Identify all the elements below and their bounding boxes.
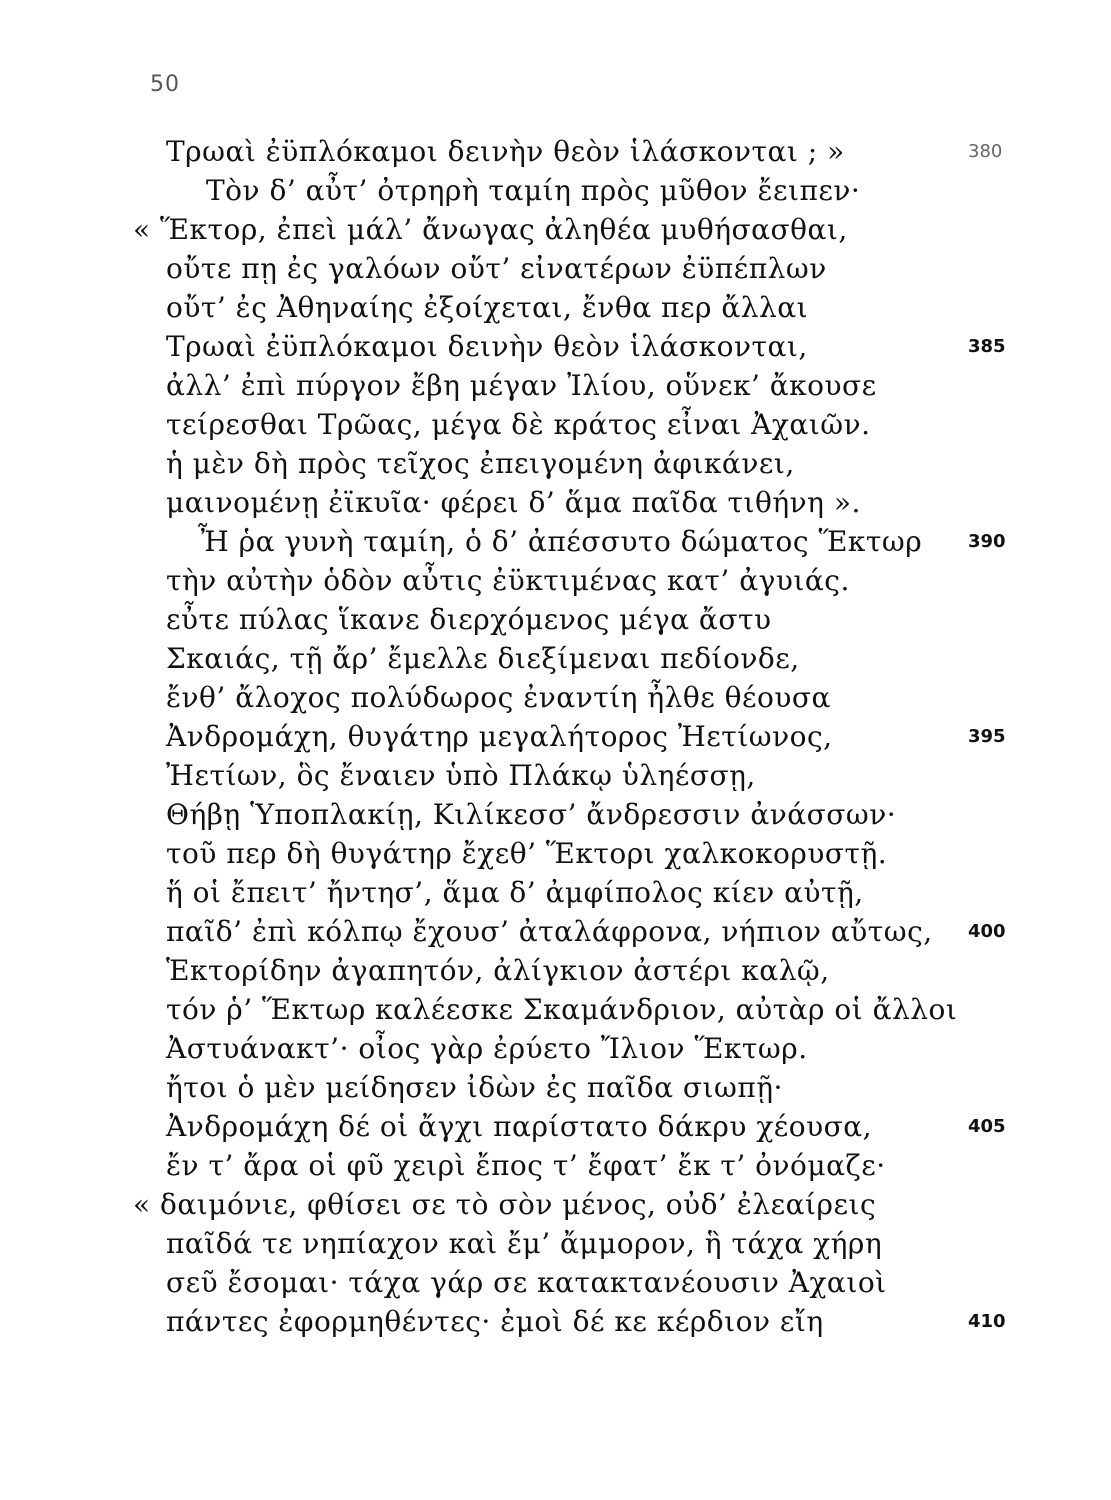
verse-line: Τρωαὶ ἐϋπλόκαμοι δεινὴν θεὸν ἱλάσκονται, (166, 330, 808, 363)
verse-line: ἔνθ’ ἄλοχος πολύδωρος ἐναντίη ἦλθε θέουσα (166, 681, 831, 714)
verse-line: Ἑκτορίδην ἀγαπητόν, ἀλίγκιον ἀστέρι καλῷ, (166, 954, 830, 987)
verse-line: Ἀνδρομάχη δέ οἱ ἄγχι παρίστατο δάκρυ χέουσα, (166, 1110, 873, 1143)
verse-line: τείρεσθαι Τρῶας, μέγα δὲ κράτος εἶναι Ἀχαιῶν. (166, 408, 871, 441)
verse-line: Τρωαὶ ἐϋπλόκαμοι δεινὴν θεὸν ἱλάσκονται ; » (166, 135, 845, 168)
verse-line: Θήβῃ Ὑποπλακίῃ, Κιλίκεσσ’ ἄνδρεσσιν ἀνάσσων· (166, 798, 897, 831)
verse-line: παῖδ’ ἐπὶ κόλπῳ ἔχουσ’ ἀταλάφρονα, νήπιον αὔτως, (166, 915, 933, 948)
verse-line: ἡ μὲν δὴ πρὸς τεῖχος ἐπειγομένη ἀφικάνει, (166, 447, 795, 480)
verse-line: οὔτε πῃ ἐς γαλόων οὔτ’ εἰνατέρων ἐϋπέπλων (166, 252, 827, 285)
line-number: 380 (968, 141, 1003, 162)
line-number: 390 (968, 531, 1006, 552)
verse-line: σεῦ ἔσομαι· τάχα γάρ σε κατακτανέουσιν Ἀχαιοὶ (166, 1266, 887, 1299)
verse-line: ἤτοι ὁ μὲν μείδησεν ἰδὼν ἐς παῖδα σιωπῇ· (166, 1071, 783, 1104)
page-number: 50 (150, 72, 180, 97)
verse-line: ἀλλ’ ἐπὶ πύργον ἔβη μέγαν Ἰλίου, οὕνεκ’ ἄκουσε (166, 369, 877, 402)
verse-line: Ἀστυάνακτ’· οἶος γὰρ ἐρύετο Ἴλιον Ἕκτωρ. (166, 1032, 808, 1065)
verse-line: « δαιμόνιε, φθίσει σε τὸ σὸν μένος, οὐδ’ ἐλεαίρεις (133, 1188, 877, 1221)
verse-line: μαινομένῃ ἐϊκυῖα· φέρει δ’ ἅμα παῖδα τιθήνη ». (166, 486, 861, 519)
verse-line: παῖδά τε νηπίαχον καὶ ἔμ’ ἄμμορον, ἣ τάχα χήρη (166, 1227, 883, 1260)
verse-line: ἥ οἱ ἔπειτ’ ἤντησ’, ἅμα δ’ ἀμφίπολος κίεν αὐτῇ, (166, 876, 864, 909)
verse-line: τόν ῥ’ Ἕκτωρ καλέεσκε Σκαμάνδριον, αὐτὰρ οἱ ἄλλοι (166, 993, 958, 1026)
verse-line: ἔν τ’ ἄρα οἱ φῦ χειρὶ ἔπος τ’ ἔφατ’ ἔκ τ’ ὀνόμαζε· (166, 1149, 886, 1182)
verse-line: πάντες ἐφορμηθέντες· ἐμοὶ δέ κε κέρδιον εἴη (166, 1305, 824, 1338)
verse-line: εὖτε πύλας ἵκανε διερχόμενος μέγα ἄστυ (166, 603, 772, 636)
verse-line: Τὸν δ’ αὖτ’ ὀτρηρὴ ταμίη πρὸς μῦθον ἔειπεν· (206, 174, 861, 207)
verse-line: τὴν αὐτὴν ὁδὸν αὖτις ἐϋκτιμένας κατ’ ἀγυιάς. (166, 564, 850, 597)
verse-line: Ἀνδρομάχη, θυγάτηρ μεγαλήτορος Ἠετίωνος, (166, 720, 833, 753)
line-number: 400 (968, 921, 1006, 942)
verse-line: Σκαιάς, τῇ ἄρ’ ἔμελλε διεξίμεναι πεδίονδε, (166, 642, 800, 675)
line-number: 385 (968, 336, 1006, 357)
line-number: 405 (968, 1116, 1006, 1137)
verse-line: τοῦ περ δὴ θυγάτηρ ἔχεθ’ Ἕκτορι χαλκοκορυστῇ. (166, 837, 888, 870)
verse-line: οὔτ’ ἐς Ἀθηναίης ἐξοίχεται, ἔνθα περ ἄλλαι (166, 291, 809, 324)
verse-line: Ἠετίων, ὃς ἔναιεν ὑπὸ Πλάκῳ ὑληέσσῃ, (166, 759, 756, 792)
verse-line: « Ἕκτορ, ἐπεὶ μάλ’ ἄνωγας ἀληθέα μυθήσασθαι, (133, 213, 848, 246)
line-number: 410 (968, 1311, 1006, 1332)
line-number: 395 (968, 726, 1006, 747)
verse-line: Ἦ ῥα γυνὴ ταμίη, ὁ δ’ ἀπέσσυτο δώματος Ἕκτωρ (198, 525, 923, 558)
